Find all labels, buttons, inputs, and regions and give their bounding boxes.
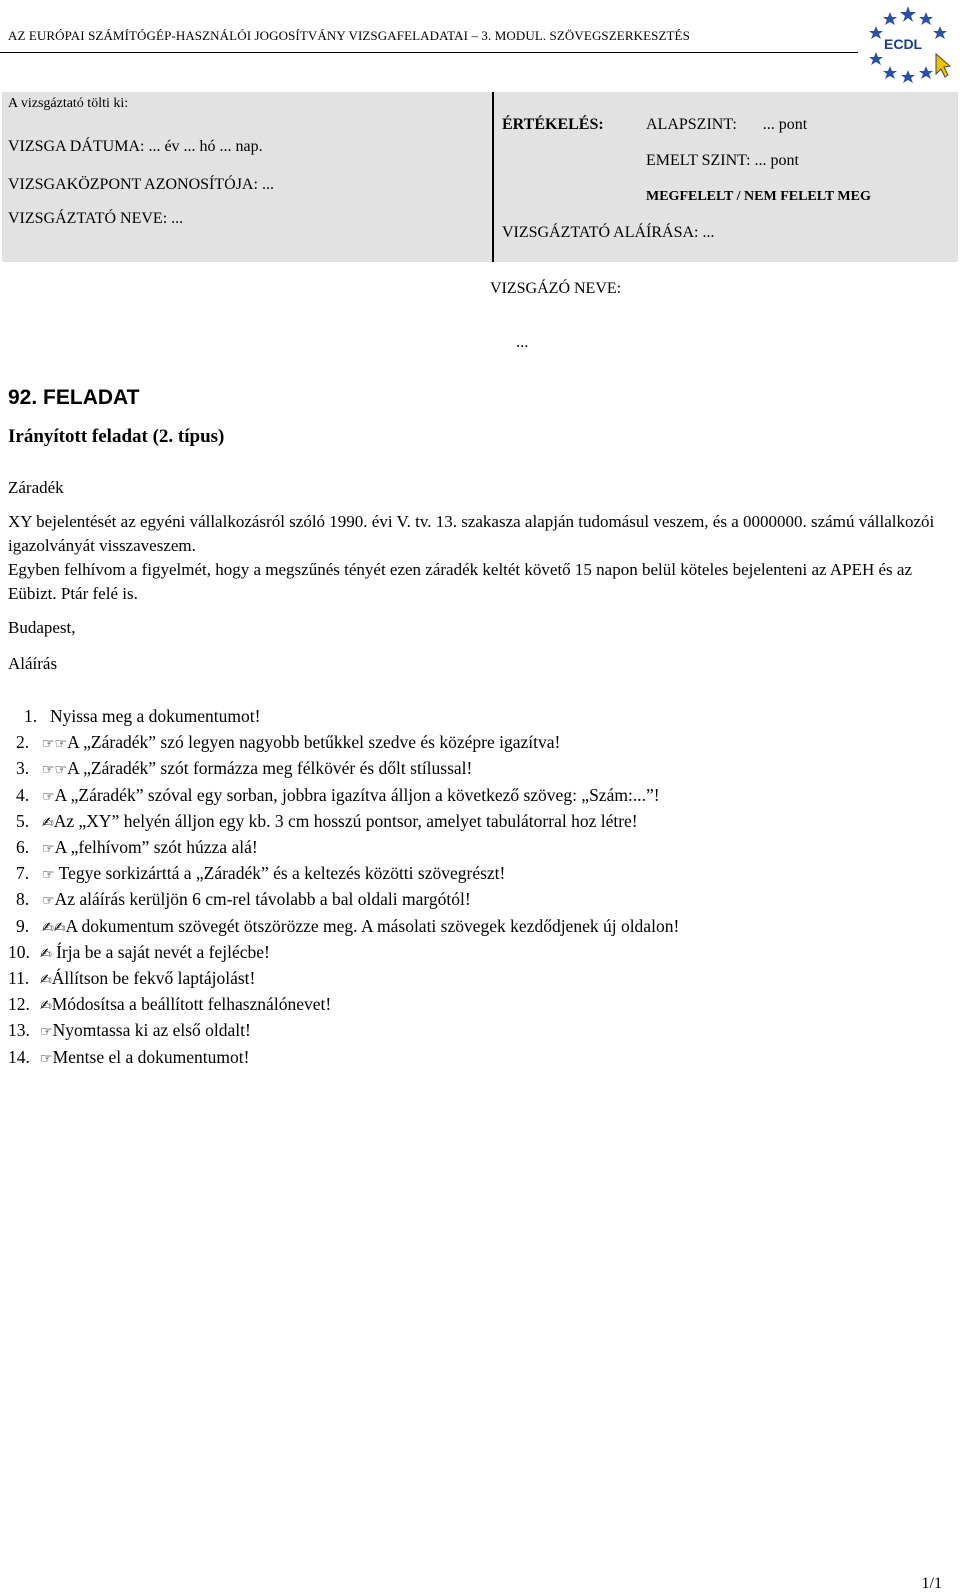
pointing-hand-icon: ☞ — [42, 788, 55, 805]
pointing-hand-icon: ☞ — [40, 1024, 53, 1041]
examiner-name-value: ... — [171, 210, 184, 227]
step-number: 9. — [16, 915, 30, 936]
examiner-signature-row — [502, 224, 715, 242]
task-step — [8, 730, 679, 756]
task-step — [8, 966, 679, 992]
step-number: 6. — [16, 837, 30, 858]
ecdl-logo-text: ECDL — [884, 36, 923, 52]
examiner-name-row — [8, 210, 183, 228]
step-text: Állítson be fekvő laptájolást! — [51, 968, 256, 989]
pointing-hand-icon: ☞ — [42, 841, 55, 858]
step-text: Tegye sorkizárttá a „Záradék” és a keltezés közötti szövegrészt! — [54, 863, 506, 884]
pointing-hand-icon: ☞ — [40, 1050, 53, 1067]
document-paragraph-1: XY bejelentését az egyéni vállalkozásról szóló 1990. évi V. tv. 13. szakasza alapján tudomásul veszem, és a 0000000. számú vállalkozói igazolványát visszaveszem. — [8, 512, 935, 555]
exam-center-label: VIZSGAKÖZPONT AZONOSÍTÓJA: — [8, 176, 258, 193]
step-text: A „Záradék” szót formázza meg félkövér és dőlt stílussal! — [67, 758, 473, 779]
result-options: MEGFELELT / NEM FELELT MEG — [646, 189, 871, 204]
step-text: Módosítsa a beállított felhasználónevet! — [51, 994, 332, 1015]
exam-date-value: ... év ... hó ... nap. — [148, 138, 263, 155]
document-signature: Aláírás — [8, 654, 58, 673]
step-number: 1. — [24, 706, 38, 726]
exam-center-value: ... — [261, 176, 274, 193]
task-steps-list — [8, 704, 679, 1071]
step-number: 12. — [8, 994, 30, 1015]
step-text: Nyomtassa ki az első oldalt! — [52, 1020, 251, 1041]
pointing-hand-icon: ☞☞ — [42, 736, 68, 753]
step-text: A „Záradék” szóval egy sorban, jobbra igazítva álljon a következő szöveg: „Szám:...”! — [54, 784, 660, 805]
examiner-signature-label: VIZSGÁZTATÓ ALÁÍRÁSA: — [502, 224, 699, 241]
task-step — [8, 887, 679, 913]
advanced-level-value: ... pont — [754, 152, 799, 169]
exam-date-label: VIZSGA DÁTUMA: — [8, 138, 145, 155]
exam-date-row — [8, 138, 263, 156]
examiner-signature-value: ... — [702, 224, 715, 241]
writing-hand-icon: ✍ — [40, 998, 52, 1015]
task-step — [8, 940, 679, 966]
step-text: Az „XY” helyén álljon egy kb. 3 cm hosszú pontsor, amelyet tabulátorral hoz létre! — [53, 810, 638, 831]
pointing-hand-icon: ☞ — [42, 893, 55, 910]
step-text: A „felhívom” szót húzza alá! — [54, 837, 258, 858]
writing-hand-icon: ✍ — [40, 972, 52, 989]
advanced-level-row — [646, 152, 799, 170]
header-divider — [0, 52, 858, 53]
step-text: Mentse el a dokumentumot! — [52, 1046, 250, 1067]
step-number: 14. — [8, 1046, 30, 1067]
examiner-name-label: VIZSGÁZTATÓ NEVE: — [8, 210, 168, 227]
step-number: 8. — [16, 889, 30, 910]
step-number: 13. — [8, 1020, 30, 1041]
advanced-level-label: EMELT SZINT: — [646, 152, 751, 169]
step-number: 2. — [16, 732, 30, 753]
task-step — [8, 1045, 679, 1071]
writing-hand-icon: ✍ — [40, 945, 52, 962]
task-step — [8, 835, 679, 861]
step-number: 10. — [8, 941, 30, 962]
step-number: 7. — [16, 863, 30, 884]
pointing-hand-icon: ☞ — [42, 867, 55, 884]
evaluation-label: ÉRTÉKELÉS: — [502, 116, 604, 133]
page-number: 1/1 — [921, 1575, 942, 1592]
writing-hand-icon: ✍ — [42, 814, 54, 831]
task-step — [8, 861, 679, 887]
exam-center-row — [8, 176, 274, 194]
task-step — [8, 992, 679, 1018]
document-header-title: AZ EURÓPAI SZÁMÍTÓGÉP-HASZNÁLÓI JOGOSÍTVÁNY VIZSGAFELADATAI – 3. MODUL. SZÖVEGSZERKESZTÉS — [8, 28, 690, 43]
candidate-name-value: ... — [516, 334, 529, 351]
step-text: Írja be a saját nevét a fejlécbe! — [51, 941, 270, 962]
source-document — [8, 476, 948, 676]
task-step — [8, 1018, 679, 1044]
basic-level-value: ... pont — [762, 116, 808, 133]
basic-level-row — [646, 116, 807, 134]
step-text: Az aláírás kerüljön 6 cm-rel távolabb a bal oldali margótól! — [54, 889, 471, 910]
document-place: Budapest, — [8, 618, 76, 637]
task-step — [8, 809, 679, 835]
basic-level-label: ALAPSZINT: — [646, 116, 737, 133]
step-number: 5. — [16, 810, 30, 831]
document-paragraph-2: Egyben felhívom a figyelmét, hogy a megszűnés tényét ezen záradék keltét követő 15 napon belül köteles bejelenteni az APEH és az Eübizt. Ptár felé is. — [8, 560, 912, 603]
examiner-form — [2, 92, 958, 262]
step-number: 11. — [8, 968, 30, 989]
step-text: Nyissa meg a dokumentumot! — [50, 706, 261, 726]
step-number: 3. — [16, 758, 30, 779]
task-step — [8, 756, 679, 782]
task-subtitle: Irányított feladat (2. típus) — [8, 426, 225, 447]
candidate-name-label: VIZSGÁZÓ NEVE: — [490, 280, 622, 297]
document-heading: Záradék — [8, 478, 64, 497]
form-intro: A vizsgáztató tölti ki: — [8, 96, 129, 111]
task-step — [8, 783, 679, 809]
task-step — [8, 704, 679, 730]
pointing-hand-icon: ☞☞ — [42, 762, 68, 779]
step-number: 4. — [16, 784, 30, 805]
task-step — [8, 914, 679, 940]
writing-hand-icon: ✍✍ — [42, 919, 66, 936]
examiner-form-right — [492, 92, 960, 262]
task-title: 92. FELADAT — [8, 386, 140, 409]
step-text: A dokumentum szövegét ötszörözze meg. A másolati szövegek kezdődjenek új oldalon! — [65, 915, 680, 936]
examiner-form-left — [2, 92, 490, 262]
step-text: A „Záradék” szó legyen nagyobb betűkkel szedve és középre igazítva! — [67, 732, 561, 753]
